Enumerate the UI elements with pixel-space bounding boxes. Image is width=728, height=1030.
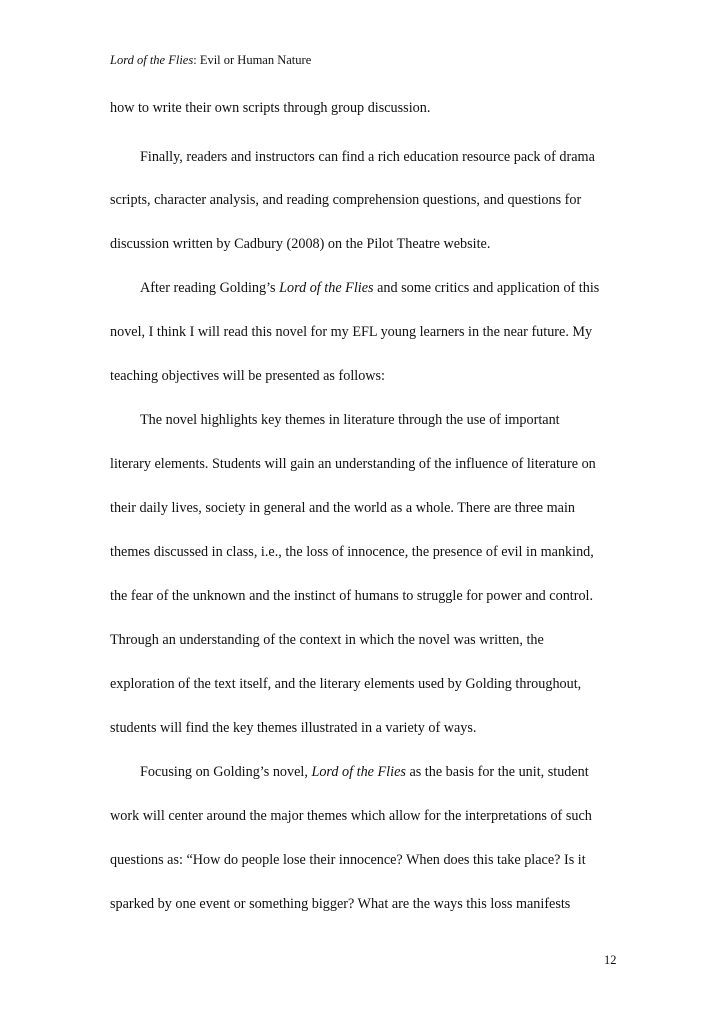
paragraph-first-line: The novel highlights key themes in literature through the use of important bbox=[140, 412, 560, 428]
text-line: novel, I think I will read this novel for my EFL young learners in the near future. My bbox=[110, 324, 593, 340]
running-header bbox=[110, 52, 311, 68]
text-line: themes discussed in class, i.e., the loss of innocence, the presence of evil in mankind, bbox=[110, 544, 594, 560]
text-line: students will find the key themes illustrated in a variety of ways. bbox=[110, 720, 477, 736]
text-line: scripts, character analysis, and reading comprehension questions, and questions for bbox=[110, 192, 582, 208]
header-book-title: Lord of the Flies bbox=[110, 53, 194, 67]
text-line: questions as: “How do people lose their innocence? When does this take place? Is it bbox=[110, 852, 586, 868]
book-title-italic: Lord of the Flies bbox=[311, 764, 406, 780]
text-line: literary elements. Students will gain an understanding of the influence of literature on bbox=[110, 456, 596, 472]
text-line: the fear of the unknown and the instinct of humans to struggle for power and control. bbox=[110, 588, 594, 604]
text-line: teaching objectives will be presented as follows: bbox=[110, 368, 386, 384]
paragraph-first-line: Focusing on Golding’s novel, Lord of the Flies as the basis for the unit, student bbox=[140, 764, 589, 780]
header-subtitle: : Evil or Human Nature bbox=[193, 53, 312, 67]
text-line: Through an understanding of the context in which the novel was written, the bbox=[110, 632, 544, 648]
page-number: 12 bbox=[604, 953, 617, 967]
text-line: their daily lives, society in general and the world as a whole. There are three main bbox=[110, 500, 575, 516]
text-line: sparked by one event or something bigger? What are the ways this loss manifests bbox=[110, 896, 571, 912]
text-line: discussion written by Cadbury (2008) on the Pilot Theatre website. bbox=[110, 236, 491, 252]
paragraph-first-line: Finally, readers and instructors can find a rich education resource pack of drama bbox=[140, 149, 595, 165]
paragraph-first-line: After reading Golding’s Lord of the Flies and some critics and application of this bbox=[140, 280, 600, 296]
text-line: exploration of the text itself, and the literary elements used by Golding throughout, bbox=[110, 676, 582, 692]
text-line: how to write their own scripts through group discussion. bbox=[110, 100, 431, 116]
book-title-italic: Lord of the Flies bbox=[279, 280, 374, 296]
text-line: work will center around the major themes which allow for the interpretations of such bbox=[110, 808, 592, 824]
